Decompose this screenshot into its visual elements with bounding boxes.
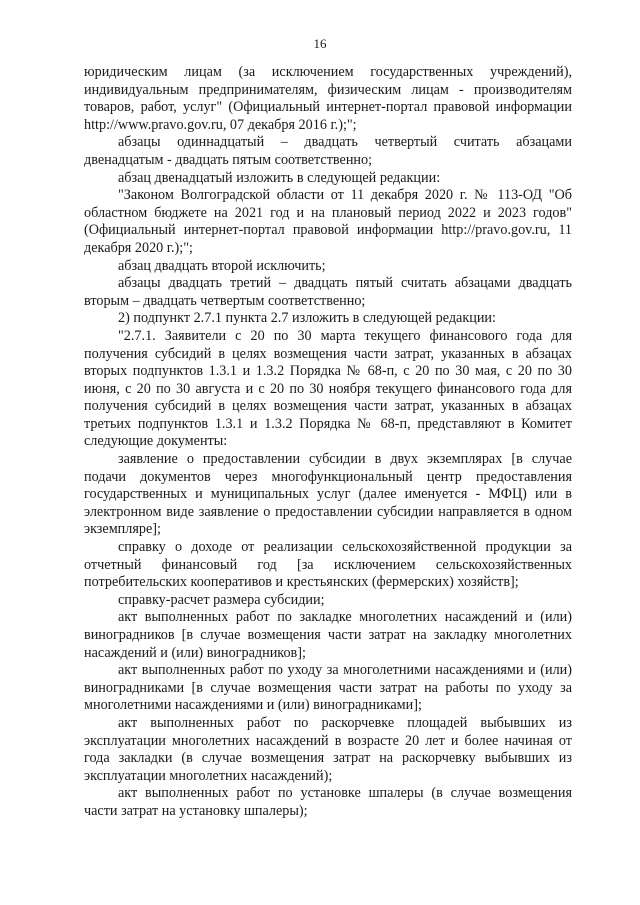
paragraph: справку о доходе от реализации сельскохозяйственной продукции за отчетный финансовый год [за исключением сельскохозяйственных потребительских кооперативов и крестьянских (фермерских) хозяйств]; [84,539,572,591]
document-body [84,64,572,821]
paragraph: юридическим лицам (за исключением государственных учреждений), индивидуальным предпринимателям, физическим лицам - производителям товаров, работ, услуг" (Официальный интернет-портал правовой информации http://www.pravo.gov.ru, 07 декабря 2016 г.);"; [84,64,572,133]
paragraph: справку-расчет размера субсидии; [118,591,325,608]
page-number: 16 [313,36,327,51]
paragraph: акт выполненных работ по закладке многолетних насаждений и (или) виноградников [в случае возмещения части затрат на закладку многолетних насаждений и (или) виноградников]; [84,609,572,661]
paragraph: акт выполненных работ по уходу за многолетними насаждениями и (или) виноградниками [в случае возмещения части затрат на работы по уходу за многолетними насаждениями и (или) виноградниками]; [84,662,572,714]
paragraph: 2) подпункт 2.7.1 пункта 2.7 изложить в следующей редакции: [118,310,496,327]
paragraph: абзац двенадцатый изложить в следующей редакции: [118,169,441,186]
paragraph: абзацы двадцать третий – двадцать пятый считать абзацами двадцать вторым – двадцать четвертым соответственно; [84,275,572,309]
paragraph: абзац двадцать второй исключить; [118,257,326,274]
paragraph: "Законом Волгоградской области от 11 декабря 2020 г. № 113-ОД "Об областном бюджете на 2021 год и на плановый период 2022 и 2023 годов" (Официальный интернет-портал правовой информации http://pravo.gov.ru, 11 декабря 2020 г.);"; [84,187,572,256]
paragraph: акт выполненных работ по установке шпалеры (в случае возмещения части затрат на установку шпалеры); [84,785,572,819]
paragraph: "2.7.1. Заявители с 20 по 30 марта текущего финансового года для получения субсидий в целях возмещения части затрат, указанных в абзацах вторых подпунктов 1.3.1 и 1.3.2 Порядка № 68-п, с 20 по 30 мая, с 20 по 30 июня, с 20 по 30 августа и с 20 по 30 ноября текущего финансового года для получения субсидий в целях возмещения части затрат, указанных в абзацах третьих подпунктов 1.3.1 и 1.3.2 Порядка № 68-п, представляют в Комитет следующие документы: [84,327,572,450]
paragraph: абзацы одиннадцатый – двадцать четвертый считать абзацами двенадцатым - двадцать пятым соответственно; [84,134,572,168]
paragraph: акт выполненных работ по раскорчевке площадей выбывших из эксплуатации многолетних насаждений в возрасте 20 лет и более начиная от года закладки (в случае возмещения затрат на раскорчевку выбывших из эксплуатации многолетних насаждений); [84,714,572,784]
paragraph: заявление о предоставлении субсидии в двух экземплярах [в случае подачи документов через многофункциональный центр предоставления государственных и муниципальных услуг (далее именуется - МФЦ) или в электронном виде заявление о предоставлении субсидии направляется в одном экземпляре]; [84,451,572,538]
